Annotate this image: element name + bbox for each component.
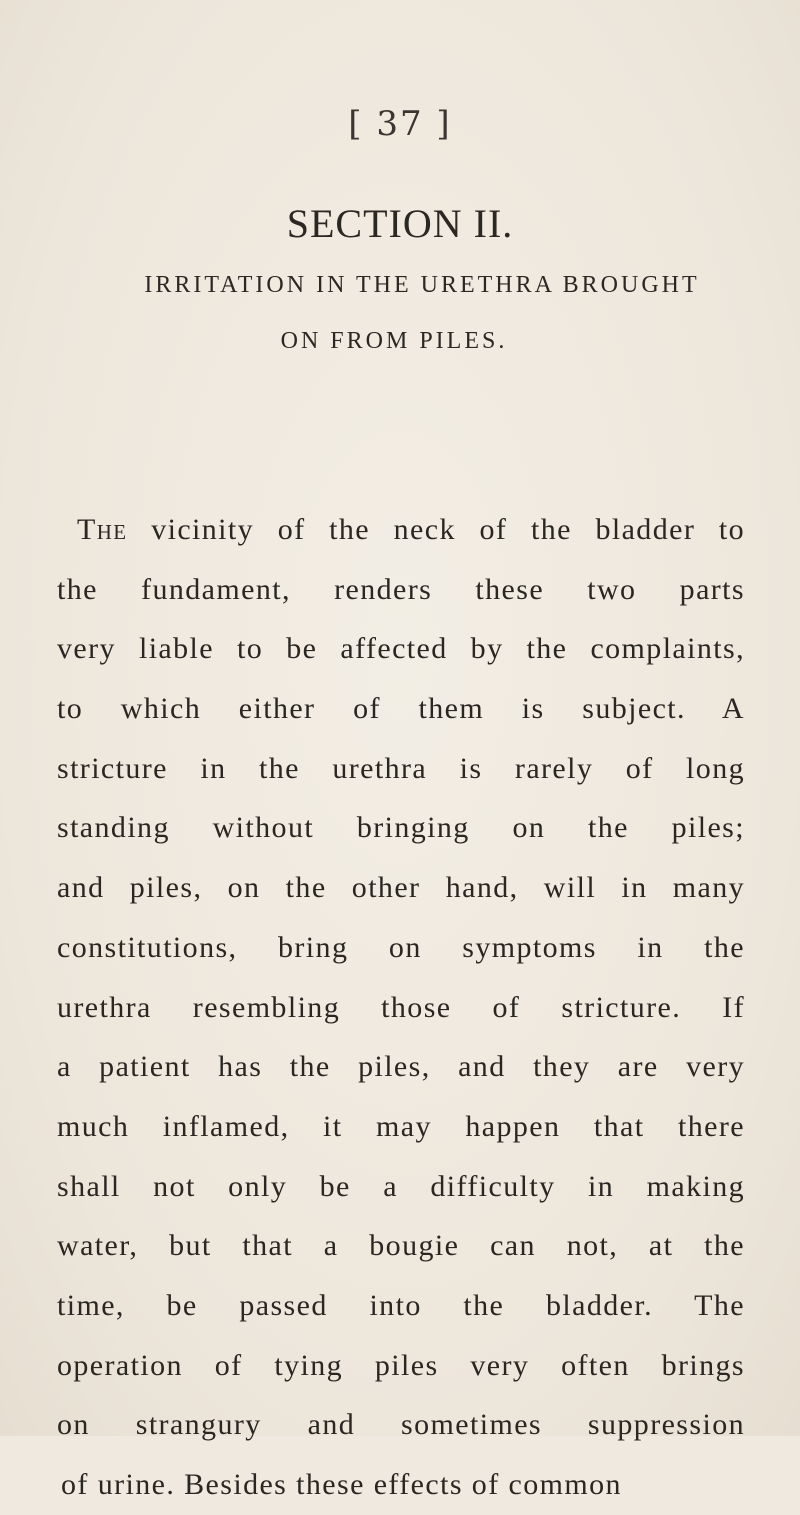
body-text: [57, 500, 745, 1515]
page-number: [ 37 ]: [348, 104, 452, 144]
text-line: constitutions, bring on symptoms in the: [57, 930, 745, 964]
text-line: the fundament, renders these two parts: [57, 572, 745, 606]
text-line: very liable to be affected by the complaints,: [57, 632, 745, 666]
text-line: shall not only be a difficulty in making: [57, 1169, 745, 1203]
section-title: SECTION II.: [286, 201, 514, 246]
text-line: [57, 500, 745, 560]
drop-word: The: [77, 513, 128, 546]
text-line: time, be passed into the bladder. The: [57, 1288, 745, 1322]
text-line: standing without bringing on the piles;: [57, 811, 745, 845]
chapter-heading-line-2: ON FROM PILES.: [280, 328, 508, 354]
text-line: stricture in the urethra is rarely of long: [57, 751, 745, 785]
text-line: operation of tying piles very often brings: [57, 1348, 745, 1382]
text-line: a patient has the piles, and they are very: [57, 1050, 745, 1084]
text-line: to which either of them is subject. A: [57, 692, 745, 726]
text-line: on strangury and sometimes suppression: [57, 1408, 745, 1442]
text-line: much inflamed, it may happen that there: [57, 1109, 745, 1143]
text-line: and piles, on the other hand, will in many: [57, 871, 745, 905]
text-line-content: vicinity of the neck of the bladder to: [151, 513, 745, 546]
text-line: water, but that a bougie can not, at the: [57, 1229, 745, 1263]
text-line: urethra resembling those of stricture. If: [57, 990, 745, 1024]
text-line: of urine. Besides these effects of common: [61, 1468, 622, 1501]
chapter-heading-line-1: IRRITATION IN THE URETHRA BROUGHT: [144, 272, 700, 298]
